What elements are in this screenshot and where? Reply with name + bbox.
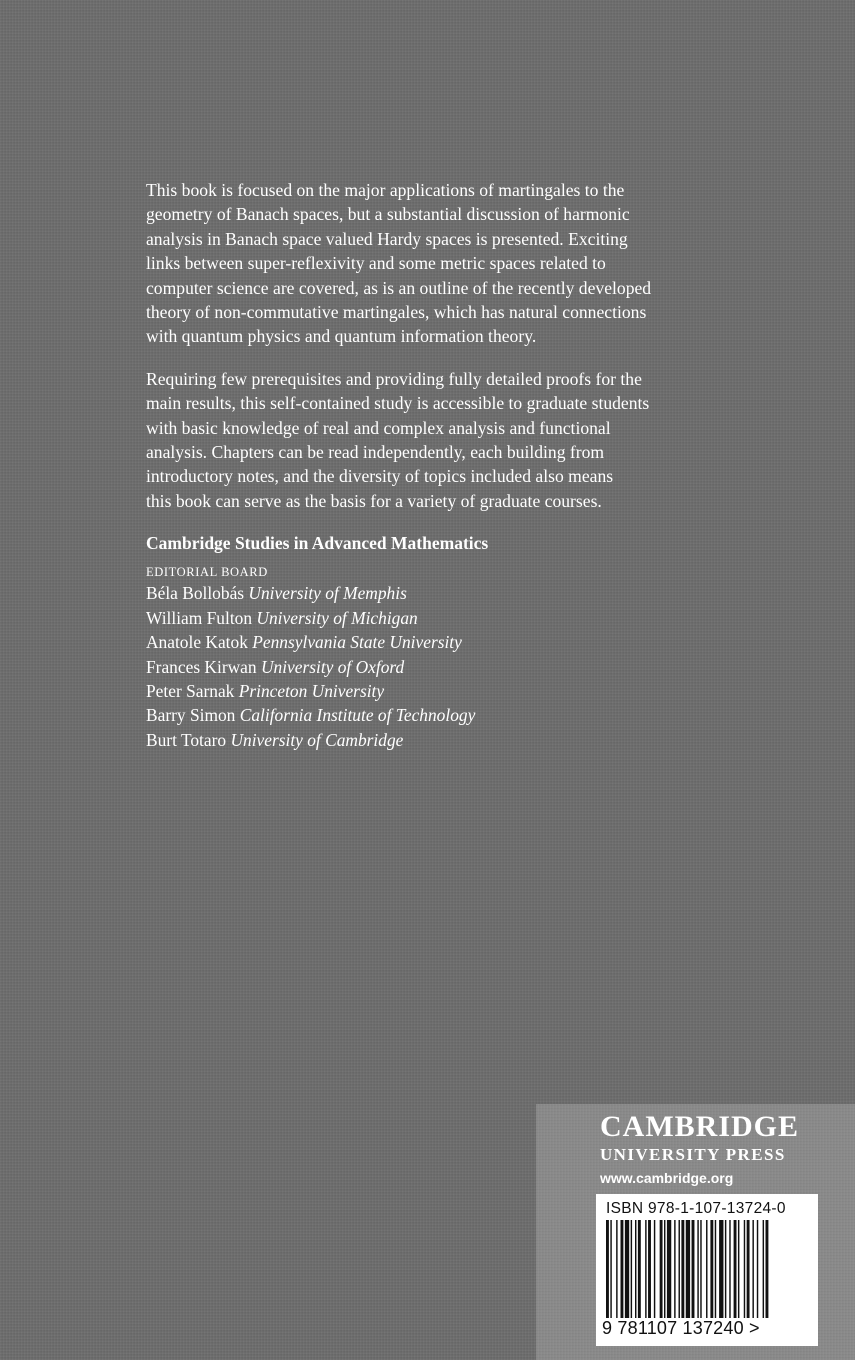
barcode-bar	[606, 1220, 609, 1318]
barcode-bar	[734, 1220, 737, 1318]
publisher-subname: UNIVERSITY PRESS	[600, 1145, 786, 1164]
barcode-bar	[692, 1220, 695, 1318]
barcode-bar	[610, 1220, 611, 1318]
barcode-bar	[664, 1220, 665, 1318]
barcode-bar	[681, 1220, 684, 1318]
member-affiliation: Princeton University	[238, 680, 385, 701]
description-paragraph-2	[146, 367, 746, 513]
board-member	[146, 606, 746, 630]
editorial-board-label: EDITORIAL BOARD	[146, 565, 268, 580]
member-name: William Fulton	[146, 607, 253, 628]
barcode-bar	[635, 1220, 636, 1318]
barcode-bar	[715, 1220, 716, 1318]
barcode-bar	[706, 1220, 707, 1318]
barcode-bar	[757, 1220, 758, 1318]
barcode-bar	[700, 1220, 701, 1318]
publisher-name: CAMBRIDGE	[600, 1110, 800, 1143]
barcode-bar	[674, 1220, 675, 1318]
barcode-bar	[660, 1220, 663, 1318]
board-member	[146, 581, 746, 605]
text-line: theory of non-commutative martingales, which has natural connections	[146, 302, 647, 323]
member-name: Peter Sarnak	[146, 680, 235, 701]
member-affiliation: University of Michigan	[256, 607, 418, 628]
barcode-bar	[625, 1220, 629, 1318]
barcode-bar	[638, 1220, 641, 1318]
text-line: introductory notes, and the diversity of topics included also means	[146, 466, 614, 487]
member-affiliation: Pennsylvania State University	[252, 632, 462, 653]
barcode-bar	[725, 1220, 726, 1318]
barcode-bar	[766, 1220, 769, 1318]
member-name: Burt Totaro	[146, 729, 227, 750]
member-affiliation: University of Memphis	[248, 583, 407, 604]
barcode-bar	[752, 1220, 753, 1318]
board-member	[146, 703, 746, 727]
board-member	[146, 728, 746, 752]
barcode-bar	[667, 1220, 671, 1318]
board-member	[146, 679, 746, 703]
barcode-bar	[738, 1220, 739, 1318]
member-name: Frances Kirwan	[146, 656, 257, 677]
barcode-bar	[729, 1220, 730, 1318]
text-line: with quantum physics and quantum information theory.	[146, 326, 537, 347]
text-line: computer science are covered, as is an outline of the recently developed	[146, 277, 652, 298]
barcode-bar	[710, 1220, 713, 1318]
text-line: analysis. Chapters can be read independently, each building from	[146, 442, 605, 463]
barcode-bar	[747, 1220, 750, 1318]
description-paragraph-1	[146, 178, 746, 349]
member-affiliation: University of Oxford	[260, 656, 405, 677]
text-line: main results, this self-contained study is accessible to graduate students	[146, 393, 650, 414]
text-line: analysis in Banach space valued Hardy spaces is presented. Exciting	[146, 228, 628, 249]
member-name: Anatole Katok	[146, 632, 248, 653]
text-line: links between super-reflexivity and some metric spaces related to	[146, 253, 606, 274]
text-line: this book can serve as the basis for a variety of graduate courses.	[146, 490, 602, 511]
back-cover-text	[146, 178, 746, 752]
barcode-bar	[645, 1220, 646, 1318]
barcode-bar	[654, 1220, 655, 1318]
series-title: Cambridge Studies in Advanced Mathematics	[146, 533, 489, 554]
barcode-bar	[686, 1220, 690, 1318]
barcode-bar	[719, 1220, 723, 1318]
barcode-bar	[616, 1220, 617, 1318]
board-member	[146, 655, 746, 679]
barcode-bar	[621, 1220, 624, 1318]
isbn-text: ISBN 978-1-107-13724-0	[606, 1200, 786, 1217]
barcode-bar	[648, 1220, 651, 1318]
publisher-logo	[600, 1110, 822, 1187]
publisher-website: www.cambridge.org	[600, 1170, 734, 1186]
barcode-bar	[679, 1220, 680, 1318]
barcode-bar	[697, 1220, 698, 1318]
barcode-label	[596, 1194, 818, 1346]
member-name: Barry Simon	[146, 705, 236, 726]
barcode-icon	[606, 1220, 806, 1318]
text-line: Requiring few prerequisites and providing fully detailed proofs for the	[146, 368, 642, 389]
ean-digits: 9 781107 137240 >	[602, 1318, 760, 1338]
barcode-bar	[631, 1220, 632, 1318]
member-affiliation: California Institute of Technology	[239, 705, 476, 726]
board-member	[146, 630, 746, 654]
member-affiliation: University of Cambridge	[230, 729, 404, 750]
text-line: geometry of Banach spaces, but a substantial discussion of harmonic	[146, 204, 630, 225]
text-line: with basic knowledge of real and complex analysis and functional	[146, 417, 611, 438]
barcode-bar	[744, 1220, 745, 1318]
member-name: Béla Bollobás	[146, 583, 245, 604]
text-line: This book is focused on the major applications of martingales to the	[146, 180, 625, 200]
barcode-bar	[763, 1220, 764, 1318]
